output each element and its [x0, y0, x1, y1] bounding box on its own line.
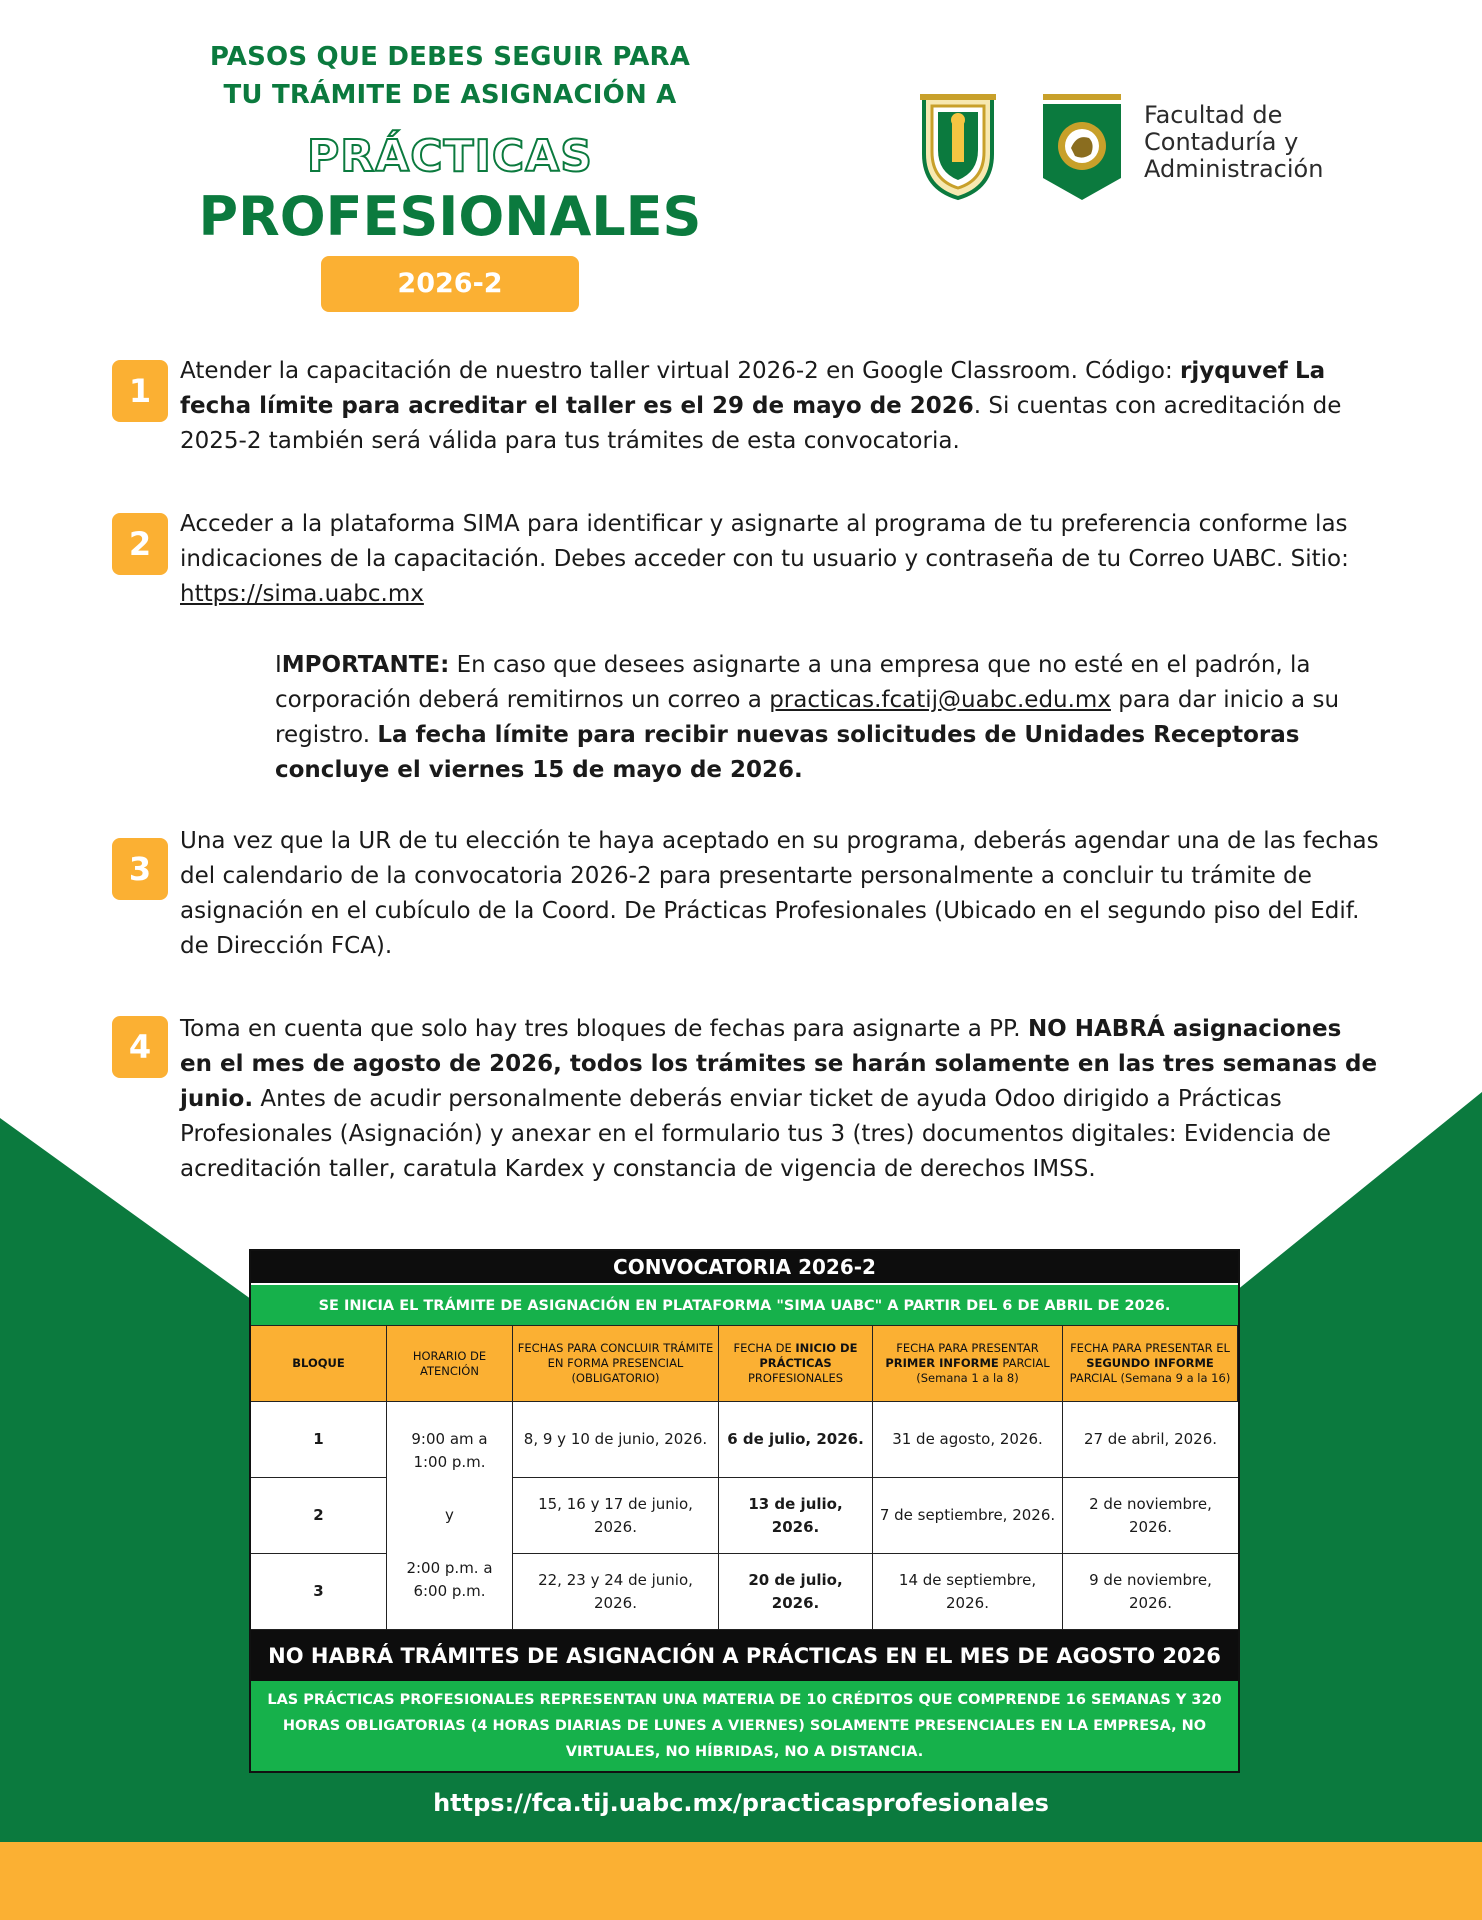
- table-row-2-primer: 7 de septiembre, 2026.: [873, 1477, 1063, 1553]
- important-text: En caso que desees asignarte a una empresa que no esté en el padrón, la corporación deberá remitirnos un correo a: [275, 652, 1311, 713]
- horario-y: y: [445, 1506, 454, 1524]
- title-practicas: PRÁCTICAS: [307, 131, 593, 182]
- header-bloque: BLOQUE: [251, 1325, 387, 1401]
- table-row-2-segundo: 2 de noviembre, 2026.: [1063, 1477, 1238, 1553]
- step-4-text: Toma en cuenta que solo hay tres bloques de fechas para asignarte a PP.: [180, 1016, 1028, 1042]
- table-row-1-primer: 31 de agosto, 2026.: [873, 1401, 1063, 1477]
- step-number-badge: 2: [112, 513, 168, 575]
- horario-line-4: 6:00 p.m.: [413, 1582, 486, 1600]
- table-row-2-bloque: 2: [251, 1477, 387, 1553]
- header-inicio: [719, 1325, 873, 1401]
- faculty-name-line-3: Administración: [1144, 155, 1324, 183]
- table-row-1-segundo: 27 de abril, 2026.: [1063, 1401, 1238, 1477]
- table-row-3-segundo: 9 de noviembre, 2026.: [1063, 1553, 1238, 1629]
- step-text: Una vez que la UR de tu elección te haya aceptado en su programa, deberás agendar una de las fechas del calendario de la convocatoria 2026-2 para presentarte personalmente a concluir tu trámite de asignación en el cubículo de la Coord. De Prácticas Profesionales (Ubicado en el segundo piso del Edif. de Dirección FCA).: [180, 828, 1379, 959]
- email-link[interactable]: practicas.fcatij@uabc.edu.mx: [769, 687, 1111, 713]
- table-row-1-inicio: 6 de julio, 2026.: [719, 1401, 873, 1477]
- convocatoria-table: [249, 1249, 1240, 1773]
- horario-cell: [387, 1401, 513, 1629]
- header-inicio-b: INICIO DE PRÁCTICAS: [759, 1341, 858, 1370]
- uabc-shield-logo: [918, 92, 998, 202]
- title-block: [150, 38, 750, 312]
- table-footnote: LAS PRÁCTICAS PROFESIONALES REPRESENTAN UNA MATERIA DE 10 CRÉDITOS QUE COMPRENDE 16 SEMANAS Y 320 HORAS OBLIGATORIAS (4 HORAS DIARIAS DE LUNES A VIERNES) SOLAMENTE PRESENCIALES EN LA EMPRESA, NO VIRTUALES, NO HÍBRIDAS, NO A DISTANCIA.: [251, 1681, 1238, 1771]
- step-1-text-2: . Si cuentas con acreditación de 2025-2 también será válida para tus trámites de esta convocatoria.: [180, 393, 1342, 454]
- title-line-2: TU TRÁMITE DE ASIGNACIÓN A: [223, 80, 677, 110]
- header-segundo-informe: [1063, 1325, 1238, 1401]
- step-text: [180, 507, 1380, 612]
- header-segundo-c: PARCIAL (Semana 9 a la 16): [1069, 1371, 1231, 1385]
- faculty-name-line-2: Contaduría y: [1144, 128, 1299, 156]
- table-row-3-bloque: 3: [251, 1553, 387, 1629]
- period-badge: 2026-2: [321, 256, 579, 312]
- table-row-1-fechas: 8, 9 y 10 de junio, 2026.: [513, 1401, 719, 1477]
- step-number-badge: 4: [112, 1016, 168, 1078]
- important-lead-i: I: [275, 652, 282, 678]
- step-text: [180, 354, 1380, 459]
- step-number-badge: 1: [112, 360, 168, 422]
- important-label: MPORTANTE:: [281, 652, 450, 678]
- header-inicio-c: PROFESIONALES: [747, 1371, 844, 1385]
- table-row-3-fechas: 22, 23 y 24 de junio, 2026.: [513, 1553, 719, 1629]
- important-note: [275, 648, 1375, 788]
- step-number-badge: 3: [112, 838, 168, 900]
- header-primer-informe: [873, 1325, 1063, 1401]
- footer-bar: [0, 1842, 1482, 1920]
- horario-line-1: 9:00 am a: [411, 1430, 488, 1448]
- table-subtitle: SE INICIA EL TRÁMITE DE ASIGNACIÓN EN PLATAFORMA "SIMA UABC" A PARTIR DEL 6 DE ABRIL DE 2026.: [251, 1283, 1238, 1325]
- faculty-name: [1144, 102, 1323, 183]
- table-grid: [251, 1325, 1238, 1629]
- table-title: CONVOCATORIA 2026-2: [251, 1251, 1238, 1283]
- step-4-notice: NO HABRÁ asignaciones en el mes de agosto de 2026, todos los trámites se harán solamente en las tres semanas de junio.: [180, 1016, 1378, 1112]
- sima-link[interactable]: https://sima.uabc.mx: [180, 581, 424, 607]
- table-row-3-inicio: 20 de julio, 2026.: [719, 1553, 873, 1629]
- step-2-text: Acceder a la plataforma SIMA para identificar y asignarte al programa de tu preferencia conforme las indicaciones de la capacitación. Debes acceder con tu usuario y contraseña de tu Correo UABC. Sitio:: [180, 511, 1349, 572]
- fca-logo: [1043, 94, 1121, 202]
- header-primer-c: PARCIAL (Semana 1 a la 8): [916, 1356, 1050, 1385]
- table-row-3-primer: 14 de septiembre, 2026.: [873, 1553, 1063, 1629]
- table-row-1-bloque: 1: [251, 1401, 387, 1477]
- table-row-2-fechas: 15, 16 y 17 de junio, 2026.: [513, 1477, 719, 1553]
- header-segundo-b: SEGUNDO INFORME: [1086, 1356, 1214, 1370]
- header-horario: HORARIO DE ATENCIÓN: [387, 1325, 513, 1401]
- step-4-text-2: Antes de acudir personalmente deberás enviar ticket de ayuda Odoo dirigido a Prácticas Profesionales (Asignación) y anexar en el formulario tus 3 (tres) documentos digitales: Evidencia de acreditación taller, caratula Kardex y constancia de vigencia de derechos IMSS.: [180, 1086, 1331, 1182]
- header-primer-b: PRIMER INFORME: [885, 1356, 999, 1370]
- horario-line-2: 1:00 p.m.: [413, 1453, 486, 1471]
- table-notice: NO HABRÁ TRÁMITES DE ASIGNACIÓN A PRÁCTICAS EN EL MES DE AGOSTO 2026: [251, 1629, 1238, 1681]
- important-deadline: La fecha límite para recibir nuevas solicitudes de Unidades Receptoras concluye el viernes 15 de mayo de 2026.: [275, 722, 1300, 783]
- title-profesionales: PROFESIONALES: [198, 185, 702, 248]
- footer-url-link[interactable]: https://fca.tij.uabc.mx/practicasprofesionales: [433, 1789, 1049, 1817]
- step-1-text: Atender la capacitación de nuestro taller virtual 2026-2 en Google Classroom. Código:: [180, 358, 1181, 384]
- step-1-deadline: La fecha límite para acreditar el taller es el 29 de mayo de 2026: [180, 358, 1326, 419]
- horario-line-3: 2:00 p.m. a: [406, 1559, 493, 1577]
- title-line-1: PASOS QUE DEBES SEGUIR PARA: [209, 42, 691, 72]
- header-segundo-a: FECHA PARA PRESENTAR EL: [1070, 1341, 1230, 1355]
- header-primer-a: FECHA PARA PRESENTAR: [896, 1341, 1039, 1355]
- classroom-code: rjyquvef: [1180, 358, 1288, 384]
- table-row-2-inicio: 13 de julio, 2026.: [719, 1477, 873, 1553]
- header-inicio-a: FECHA DE: [733, 1341, 796, 1355]
- faculty-name-line-1: Facultad de: [1144, 101, 1283, 129]
- header-fechas: FECHAS PARA CONCLUIR TRÁMITE EN FORMA PRESENCIAL (OBLIGATORIO): [513, 1325, 719, 1401]
- step-text: [180, 1012, 1380, 1187]
- important-text-2: para dar inicio a su registro.: [275, 687, 1340, 748]
